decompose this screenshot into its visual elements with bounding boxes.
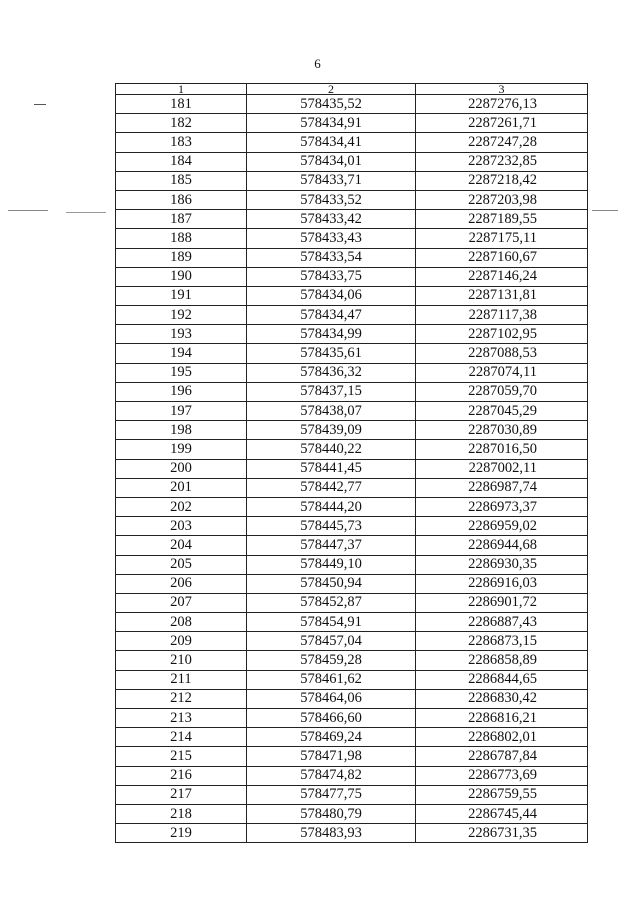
point-number-cell: 207 — [116, 593, 247, 612]
coordinates-table — [115, 83, 588, 843]
point-number-cell: 209 — [116, 632, 247, 651]
y-coordinate-cell: 2286773,69 — [416, 766, 588, 785]
y-coordinate-cell: 2286844,65 — [416, 670, 588, 689]
point-number-cell: 210 — [116, 651, 247, 670]
y-coordinate-cell: 2287045,29 — [416, 402, 588, 421]
point-number-cell: 218 — [116, 804, 247, 823]
y-coordinate-cell: 2287102,95 — [416, 325, 588, 344]
column-header: 3 — [416, 84, 588, 95]
point-number-cell: 182 — [116, 114, 247, 133]
x-coordinate-cell: 578433,71 — [247, 171, 416, 190]
table-row — [116, 325, 588, 344]
point-number-cell: 204 — [116, 536, 247, 555]
table-row — [116, 210, 588, 229]
y-coordinate-cell: 2287232,85 — [416, 152, 588, 171]
scan-artifact — [8, 210, 48, 211]
table-row — [116, 497, 588, 516]
x-coordinate-cell: 578454,91 — [247, 613, 416, 632]
page-number: 6 — [314, 56, 321, 71]
x-coordinate-cell: 578445,73 — [247, 517, 416, 536]
table-row — [116, 190, 588, 209]
column-header: 1 — [116, 84, 247, 95]
x-coordinate-cell: 578466,60 — [247, 709, 416, 728]
table-header-row — [116, 84, 588, 95]
x-coordinate-cell: 578442,77 — [247, 478, 416, 497]
y-coordinate-cell: 2286973,37 — [416, 497, 588, 516]
point-number-cell: 186 — [116, 190, 247, 209]
y-coordinate-cell: 2286959,02 — [416, 517, 588, 536]
y-coordinate-cell: 2286802,01 — [416, 728, 588, 747]
point-number-cell: 202 — [116, 497, 247, 516]
x-coordinate-cell: 578437,15 — [247, 382, 416, 401]
x-coordinate-cell: 578483,93 — [247, 824, 416, 843]
point-number-cell: 191 — [116, 286, 247, 305]
y-coordinate-cell: 2287016,50 — [416, 440, 588, 459]
table-row — [116, 478, 588, 497]
x-coordinate-cell: 578436,32 — [247, 363, 416, 382]
table-row — [116, 133, 588, 152]
y-coordinate-cell: 2287131,81 — [416, 286, 588, 305]
point-number-cell: 188 — [116, 229, 247, 248]
table-row — [116, 459, 588, 478]
y-coordinate-cell: 2286731,35 — [416, 824, 588, 843]
x-coordinate-cell: 578433,42 — [247, 210, 416, 229]
x-coordinate-cell: 578469,24 — [247, 728, 416, 747]
point-number-cell: 215 — [116, 747, 247, 766]
table-row — [116, 171, 588, 190]
point-number-cell: 219 — [116, 824, 247, 843]
table-row — [116, 440, 588, 459]
point-number-cell: 194 — [116, 344, 247, 363]
point-number-cell: 193 — [116, 325, 247, 344]
table-row — [116, 689, 588, 708]
y-coordinate-cell: 2287203,98 — [416, 190, 588, 209]
y-coordinate-cell: 2287088,53 — [416, 344, 588, 363]
point-number-cell: 206 — [116, 574, 247, 593]
y-coordinate-cell: 2287117,38 — [416, 306, 588, 325]
point-number-cell: 189 — [116, 248, 247, 267]
y-coordinate-cell: 2286987,74 — [416, 478, 588, 497]
x-coordinate-cell: 578459,28 — [247, 651, 416, 670]
x-coordinate-cell: 578461,62 — [247, 670, 416, 689]
x-coordinate-cell: 578477,75 — [247, 785, 416, 804]
x-coordinate-cell: 578434,06 — [247, 286, 416, 305]
x-coordinate-cell: 578434,41 — [247, 133, 416, 152]
y-coordinate-cell: 2287146,24 — [416, 267, 588, 286]
point-number-cell: 199 — [116, 440, 247, 459]
point-number-cell: 203 — [116, 517, 247, 536]
y-coordinate-cell: 2286759,55 — [416, 785, 588, 804]
x-coordinate-cell: 578434,47 — [247, 306, 416, 325]
y-coordinate-cell: 2287276,13 — [416, 95, 588, 114]
y-coordinate-cell: 2286873,15 — [416, 632, 588, 651]
point-number-cell: 208 — [116, 613, 247, 632]
y-coordinate-cell: 2287030,89 — [416, 421, 588, 440]
y-coordinate-cell: 2287247,28 — [416, 133, 588, 152]
point-number-cell: 181 — [116, 95, 247, 114]
table-row — [116, 95, 588, 114]
y-coordinate-cell: 2286901,72 — [416, 593, 588, 612]
table-row — [116, 267, 588, 286]
point-number-cell: 187 — [116, 210, 247, 229]
point-number-cell: 211 — [116, 670, 247, 689]
x-coordinate-cell: 578433,54 — [247, 248, 416, 267]
y-coordinate-cell: 2286745,44 — [416, 804, 588, 823]
point-number-cell: 197 — [116, 402, 247, 421]
table-row — [116, 574, 588, 593]
x-coordinate-cell: 578452,87 — [247, 593, 416, 612]
x-coordinate-cell: 578441,45 — [247, 459, 416, 478]
table-row — [116, 421, 588, 440]
y-coordinate-cell: 2287059,70 — [416, 382, 588, 401]
point-number-cell: 196 — [116, 382, 247, 401]
scan-artifact — [34, 104, 46, 105]
scan-artifact — [66, 212, 106, 213]
y-coordinate-cell: 2286916,03 — [416, 574, 588, 593]
x-coordinate-cell: 578433,75 — [247, 267, 416, 286]
x-coordinate-cell: 578449,10 — [247, 555, 416, 574]
table-row — [116, 804, 588, 823]
x-coordinate-cell: 578439,09 — [247, 421, 416, 440]
y-coordinate-cell: 2287175,11 — [416, 229, 588, 248]
x-coordinate-cell: 578434,01 — [247, 152, 416, 171]
table-row — [116, 402, 588, 421]
table-row — [116, 593, 588, 612]
scan-artifact — [592, 210, 618, 211]
table-row — [116, 152, 588, 171]
point-number-cell: 213 — [116, 709, 247, 728]
point-number-cell: 198 — [116, 421, 247, 440]
table-row — [116, 363, 588, 382]
x-coordinate-cell: 578440,22 — [247, 440, 416, 459]
point-number-cell: 212 — [116, 689, 247, 708]
table-row — [116, 536, 588, 555]
x-coordinate-cell: 578438,07 — [247, 402, 416, 421]
y-coordinate-cell: 2286944,68 — [416, 536, 588, 555]
x-coordinate-cell: 578444,20 — [247, 497, 416, 516]
table-row — [116, 824, 588, 843]
point-number-cell: 192 — [116, 306, 247, 325]
table-row — [116, 670, 588, 689]
x-coordinate-cell: 578464,06 — [247, 689, 416, 708]
point-number-cell: 214 — [116, 728, 247, 747]
y-coordinate-cell: 2287189,55 — [416, 210, 588, 229]
y-coordinate-cell: 2287218,42 — [416, 171, 588, 190]
x-coordinate-cell: 578435,61 — [247, 344, 416, 363]
y-coordinate-cell: 2286858,89 — [416, 651, 588, 670]
table-row — [116, 344, 588, 363]
table-row — [116, 114, 588, 133]
table-row — [116, 555, 588, 574]
y-coordinate-cell: 2286816,21 — [416, 709, 588, 728]
point-number-cell: 183 — [116, 133, 247, 152]
table-row — [116, 306, 588, 325]
x-coordinate-cell: 578433,43 — [247, 229, 416, 248]
table-row — [116, 613, 588, 632]
table-row — [116, 728, 588, 747]
column-header: 2 — [247, 84, 416, 95]
point-number-cell: 205 — [116, 555, 247, 574]
x-coordinate-cell: 578457,04 — [247, 632, 416, 651]
table-row — [116, 785, 588, 804]
point-number-cell: 195 — [116, 363, 247, 382]
y-coordinate-cell: 2287074,11 — [416, 363, 588, 382]
y-coordinate-cell: 2286787,84 — [416, 747, 588, 766]
x-coordinate-cell: 578480,79 — [247, 804, 416, 823]
table-row — [116, 766, 588, 785]
point-number-cell: 201 — [116, 478, 247, 497]
table-row — [116, 517, 588, 536]
y-coordinate-cell: 2287261,71 — [416, 114, 588, 133]
x-coordinate-cell: 578433,52 — [247, 190, 416, 209]
table-body — [116, 95, 588, 843]
point-number-cell: 216 — [116, 766, 247, 785]
y-coordinate-cell: 2286830,42 — [416, 689, 588, 708]
table-row — [116, 632, 588, 651]
table-row — [116, 382, 588, 401]
point-number-cell: 184 — [116, 152, 247, 171]
table-row — [116, 229, 588, 248]
x-coordinate-cell: 578434,91 — [247, 114, 416, 133]
point-number-cell: 190 — [116, 267, 247, 286]
table-row — [116, 286, 588, 305]
x-coordinate-cell: 578474,82 — [247, 766, 416, 785]
table-row — [116, 709, 588, 728]
y-coordinate-cell: 2287002,11 — [416, 459, 588, 478]
x-coordinate-cell: 578471,98 — [247, 747, 416, 766]
point-number-cell: 217 — [116, 785, 247, 804]
table-row — [116, 651, 588, 670]
x-coordinate-cell: 578447,37 — [247, 536, 416, 555]
y-coordinate-cell: 2286930,35 — [416, 555, 588, 574]
y-coordinate-cell: 2287160,67 — [416, 248, 588, 267]
table-row — [116, 747, 588, 766]
x-coordinate-cell: 578434,99 — [247, 325, 416, 344]
table-row — [116, 248, 588, 267]
x-coordinate-cell: 578450,94 — [247, 574, 416, 593]
point-number-cell: 200 — [116, 459, 247, 478]
y-coordinate-cell: 2286887,43 — [416, 613, 588, 632]
point-number-cell: 185 — [116, 171, 247, 190]
x-coordinate-cell: 578435,52 — [247, 95, 416, 114]
